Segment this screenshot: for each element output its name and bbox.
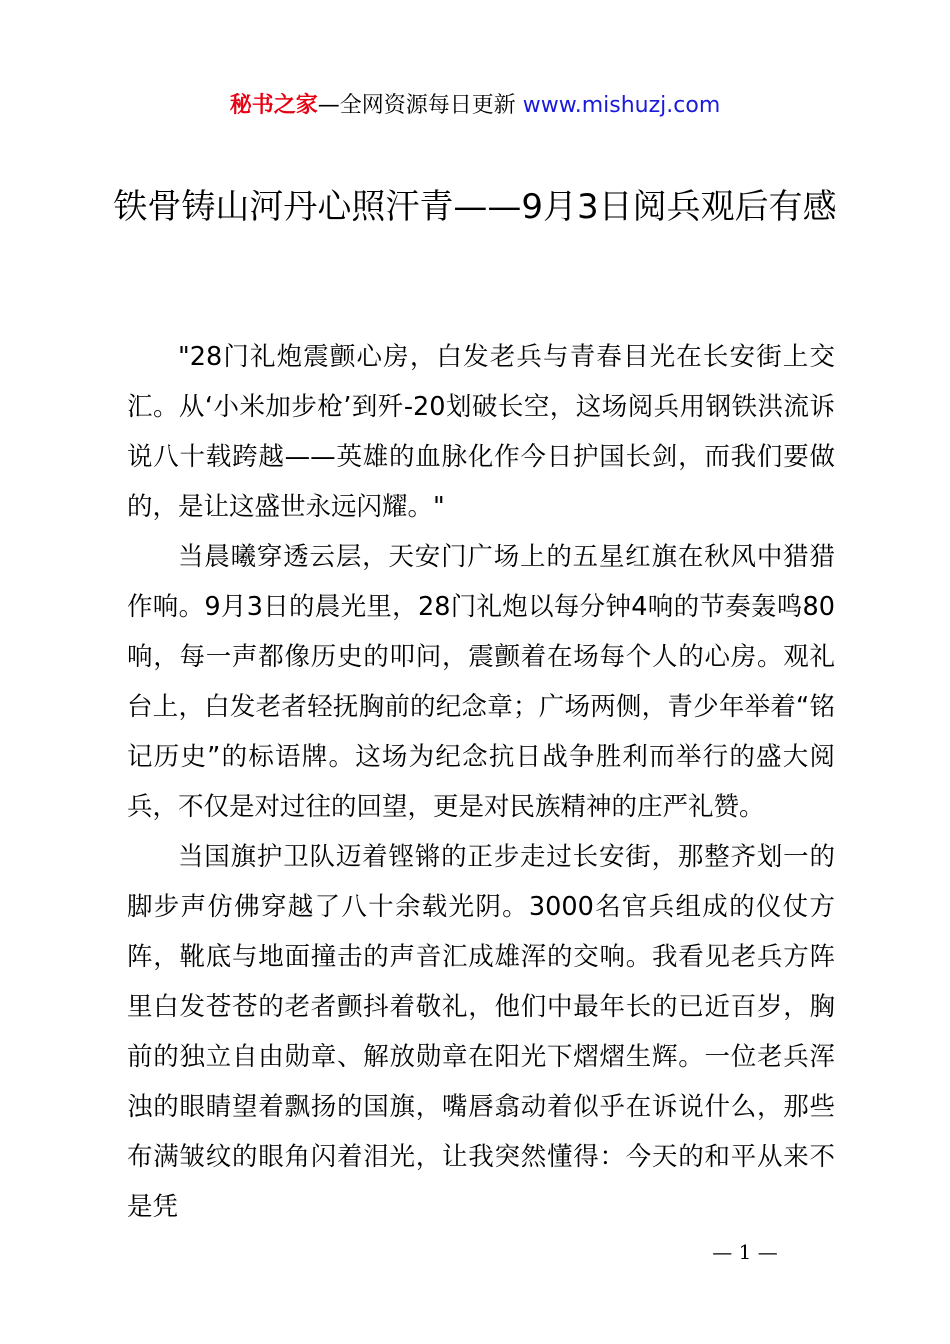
document-body	[127, 332, 835, 1232]
site-slogan: —全网资源每日更新	[317, 93, 523, 118]
paragraph-1: "28门礼炮震颤心房，白发老兵与青春目光在长安街上交汇。从‘小米加步枪’到歼-20划破长空，这场阅兵用钢铁洪流诉说八十载跨越——英雄的血脉化作今日护国长剑，而我们要做的，是让这盛世永远闪耀。"	[127, 342, 835, 522]
paragraph-2: 当晨曦穿透云层，天安门广场上的五星红旗在秋风中猎猎作响。9月3日的晨光里，28门礼炮以每分钟4响的节奏轰鸣80响，每一声都像历史的叩问，震颤着在场每个人的心房。观礼台上，白发老者轻抚胸前的纪念章；广场两侧，青少年举着“铭记历史”的标语牌。这场为纪念抗日战争胜利而举行的盛大阅兵，不仅是对过往的回望，更是对民族精神的庄严礼赞。	[127, 542, 835, 822]
page-number: — 1 —	[712, 1240, 778, 1264]
document-title: 铁骨铸山河丹心照汗青——9月3日阅兵观后有感	[113, 187, 837, 227]
site-brand: 秘书之家	[229, 93, 318, 118]
site-header	[0, 88, 950, 119]
site-url-link[interactable]: www.mishuzj.com	[522, 93, 721, 118]
paragraph-3: 当国旗护卫队迈着铿锵的正步走过长安街，那整齐划一的脚步声仿佛穿越了八十余载光阴。3000名官兵组成的仪仗方阵，靴底与地面撞击的声音汇成雄浑的交响。我看见老兵方阵里白发苍苍的老者颤抖着敬礼，他们中最年长的已近百岁，胸前的独立自由勋章、解放勋章在阳光下熠熠生辉。一位老兵浑浊的眼睛望着飘扬的国旗，嘴唇翕动着似乎在诉说什么，那些布满皱纹的眼角闪着泪光，让我突然懂得：今天的和平从来不是凭	[127, 842, 835, 1222]
